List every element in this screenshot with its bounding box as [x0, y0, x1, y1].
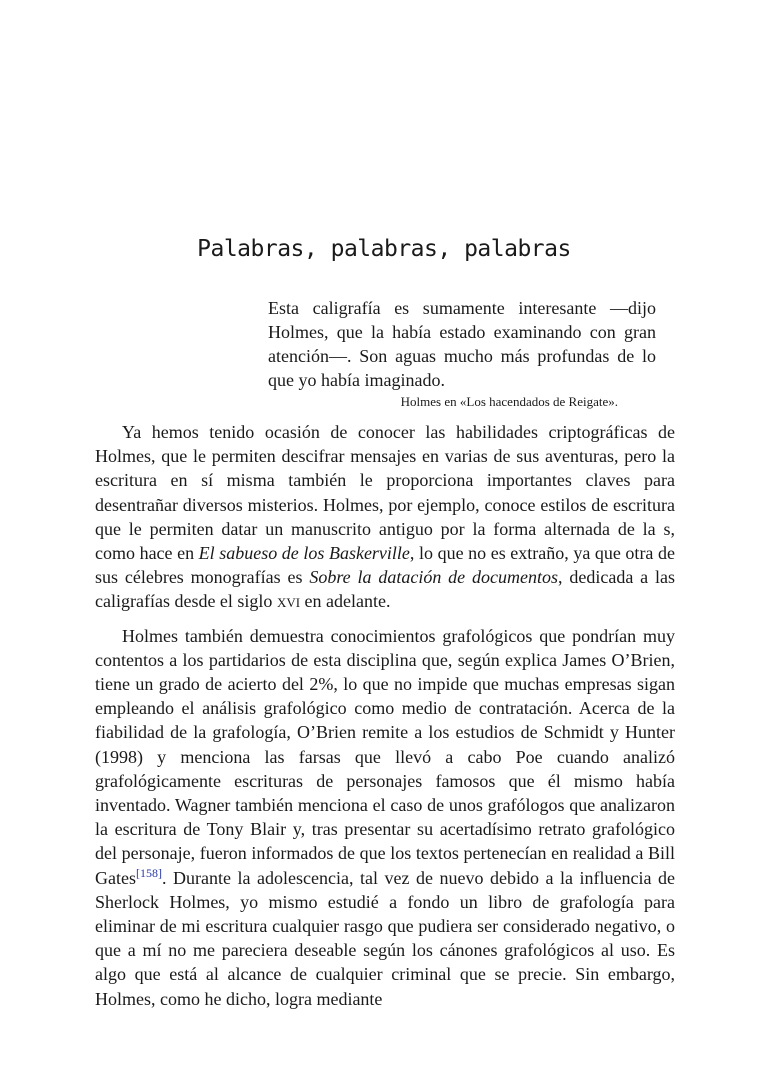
epigraph-quote: Esta caligrafía es sumamente interesante —dijo Holmes, que la había estado examinando con gran atención—. Son aguas mucho más profundas de lo que yo había imaginado.: [268, 298, 656, 390]
paragraph-1-text-a: Ya hemos tenido ocasión de conocer las habilidades criptográficas de Holmes, que le permiten descifrar mensajes en varias de sus aventuras, pero la escritura en sí misma también le proporciona importantes claves para desentrañar diversos misterios. Holmes, por ejemplo, conoce estilos de escritura que le permiten datar un manuscrito antiguo por la forma alternada de la s, como hace en: [95, 422, 675, 564]
footnote-link[interactable]: [158]: [135, 865, 162, 880]
paragraph-1: [95, 420, 675, 614]
paragraph-2-text-a: Holmes también demuestra conocimientos grafológicos que pondrían muy contentos a los partidarios de esta disciplina que, según explica James O’Brien, tiene un grado de acierto del 2%, lo que no impide que muchas empresas sigan empleando el análisis grafológico como medio de contratación. Acerca de la fiabilidad de la grafología, O’Brien remite a los estudios de Schmidt y Hunter (1998) y menciona las farsas que llevó a cabo Poe cuando analizó grafológicamente escrituras de personajes famosos que él mismo había inventado. Wagner también menciona el caso de unos grafólogos que analizaron la escritura de Tony Blair y, tras presentar su acertadísimo retrato grafológico del personaje, fueron informados de que los textos pertenecían en realidad a Bill Gates: [95, 625, 675, 888]
paragraph-1-text-c: , dedicada a las caligrafías desde el siglo: [95, 567, 675, 612]
paragraph-2-text-b: . Durante la adolescencia, tal vez de nuevo debido a la influencia de Sherlock Holmes, yo mismo estudié a fondo un libro de grafología para eliminar de mi escritura cualquier rasgo que pudiera ser considerado negativo, o que a mí no me pareciera deseable según los cánones grafológicos al uso. Es algo que está al alcance de cualquier criminal que se precie. Sin embargo, Holmes, como he dicho, logra mediante: [95, 867, 675, 1009]
body-text: [95, 420, 675, 1021]
century-numeral: xvi: [276, 591, 301, 612]
paragraph-1-text-b: , lo que no es extraño, ya que otra de sus célebres monografías es: [95, 543, 675, 588]
paragraph-2: [95, 624, 675, 1011]
chapter-title: Palabras, palabras, palabras: [197, 236, 571, 262]
paragraph-1-text-d: en adelante.: [300, 591, 391, 612]
epigraph-attribution: Holmes en «Los hacendados de Reigate».: [400, 394, 618, 409]
monograph-title: Sobre la datación de documentos: [309, 567, 559, 588]
book-title-baskerville: El sabueso de los Baskerville: [198, 543, 410, 564]
